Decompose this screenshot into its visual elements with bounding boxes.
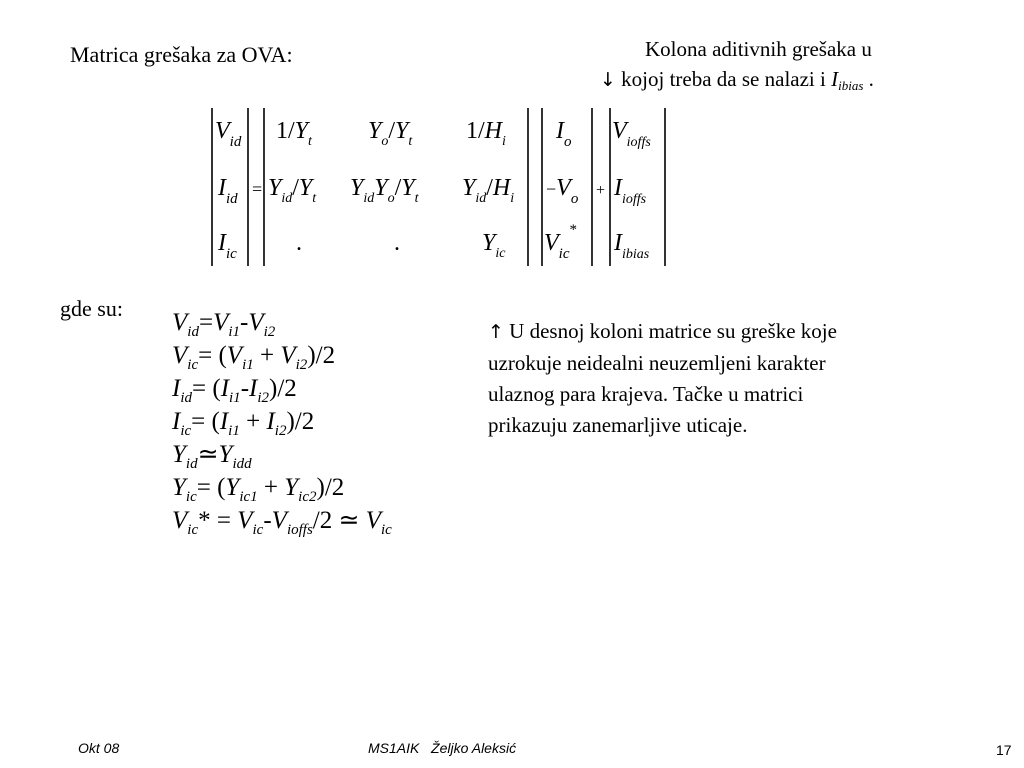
footer-author: MS1AIK Željko Aleksić <box>368 740 517 756</box>
definitions-list <box>170 300 430 550</box>
slide-title: Matrica grešaka za OVA: <box>70 42 293 67</box>
offs-i: $I_{ioffs}$ <box>614 175 647 207</box>
right-note-line-4: prikazuju zanemarljive uticaje. <box>488 413 748 437</box>
eq-vic-star: $V_{ic}* = V_{ic}-V_{ioffs}/2$ ≃ $V_{ic}$ <box>172 507 392 538</box>
m13: $1/H_i$ <box>466 118 506 149</box>
right-note-line-2: uzrokuje neidealni neuzemljeni karakter <box>488 351 826 375</box>
footer-date: Okt 08 <box>78 740 120 756</box>
ibias-symbol: I <box>831 67 839 91</box>
right-note-line-1: ↑ U desnoj koloni matrice su greške koje <box>488 319 837 343</box>
input-vector <box>544 118 579 262</box>
lhs-iid: $I_{id}$ <box>218 175 238 207</box>
vec-vic: $V_{ic}^*$ <box>544 222 577 262</box>
offs-v: $V_{ioffs}$ <box>612 118 651 150</box>
right-column-note <box>488 316 948 441</box>
ibias-subscript: ibias <box>838 78 864 93</box>
note-line-2 <box>600 64 874 101</box>
eq-yic: $Y_{ic}= (Y_{ic1} + Y_{ic2})/2$ <box>172 474 345 505</box>
lhs-vector <box>215 118 242 262</box>
note-line-1: Kolona aditivnih grešaka u <box>645 37 872 61</box>
plus-sign: + <box>596 182 606 199</box>
lhs-vid: $V_{id}$ <box>215 118 242 150</box>
right-note-line-3: ulaznog para krajeva. Tačke u matrici <box>488 382 804 406</box>
page-number: 17 <box>996 742 1012 758</box>
where-label: gde su: <box>60 296 123 321</box>
vec-io: $I_o$ <box>556 118 572 150</box>
eq-vic: $V_{ic}= (V_{i1} + V_{i2})/2$ <box>172 342 336 373</box>
m32: . <box>394 230 400 256</box>
eq-vid: $V_{id}=V_{i1}-V_{i2}$ <box>172 309 276 340</box>
eq-iid: $I_{id}= (I_{i1}-I_{i2})/2$ <box>172 375 297 406</box>
vec-vo: $-V_o$ <box>546 175 579 207</box>
m11: $1/Y_t$ <box>276 118 312 149</box>
eq-iic: $I_{ic}= (I_{i1} + I_{i2})/2$ <box>172 408 315 439</box>
coefficient-matrix <box>268 118 514 261</box>
m33: $Y_{ic}$ <box>482 230 506 261</box>
arrow-down-icon: ↓ <box>600 69 616 91</box>
offs-ibias: $I_{ibias}$ <box>614 230 650 262</box>
note-line-2-text: kojoj treba da se nalazi i <box>621 67 826 91</box>
m22: $Y_{id}Y_o/Y_t$ <box>350 175 419 206</box>
error-matrix-equation <box>200 100 680 275</box>
equals-sign: = <box>252 179 263 199</box>
m12: $Y_o/Y_t$ <box>368 118 413 149</box>
offset-vector <box>612 118 651 262</box>
eq-yid: $Y_{id}≃Y_{idd}$ <box>172 441 252 472</box>
m23: $Y_{id}/H_i$ <box>462 175 515 206</box>
m21: $Y_{id}/Y_t$ <box>268 175 317 206</box>
arrow-up-icon: ↑ <box>488 321 504 343</box>
note-line-2-end: . <box>868 67 874 91</box>
m31: . <box>296 230 302 256</box>
lhs-iic: $I_{ic}$ <box>218 230 237 262</box>
additive-errors-note <box>600 34 874 101</box>
